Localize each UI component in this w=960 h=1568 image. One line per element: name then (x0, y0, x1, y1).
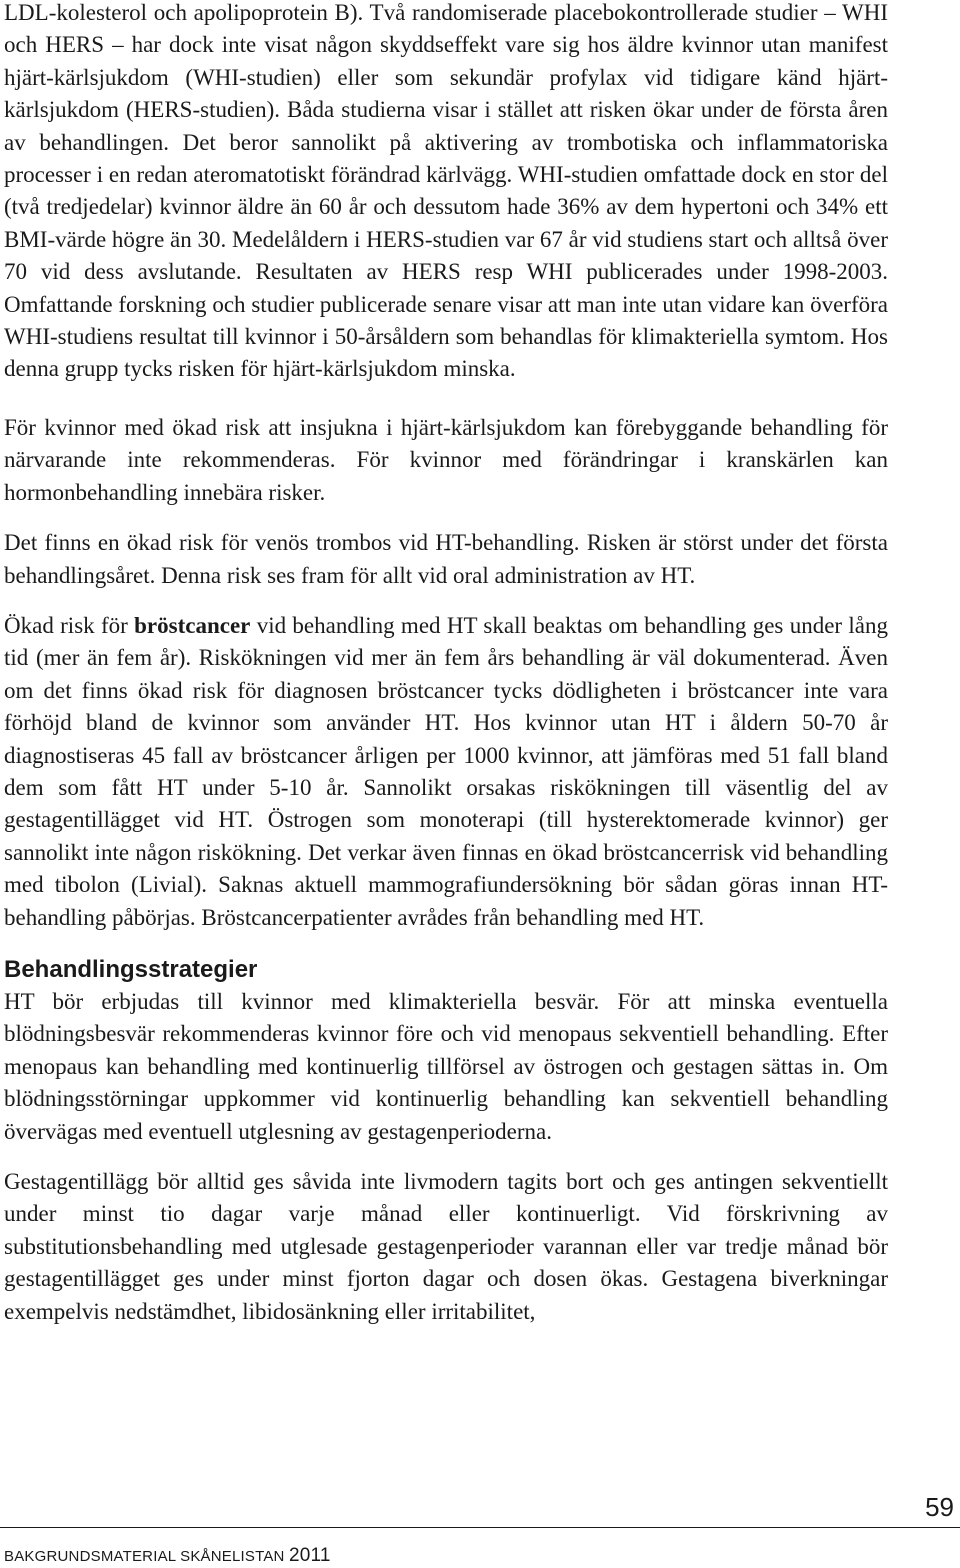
paragraph-venous-thrombosis: Det finns en ökad risk för venös trombos vid HT-behandling. Risken är störst under det första behandlingsåret. Denna risk ses fram för allt vid oral administration av HT. (4, 530, 888, 588)
section-heading: Behandlingsstrategier (4, 955, 258, 983)
paragraph-cardiovascular-studies: LDL-kolesterol och apolipoprotein B). Två randomiserade placebokontrollerade studier – WHI och HERS – har dock inte visat någon skyddseffekt vare sig hos äldre kvinnor utan manifest hjärt-kärlsjukdom (WHI-studien) eller som sekundär profylax vid tidigare känd hjärt-kärlsjukdom (HERS-studien). Båda studierna visar i stället att risken ökar under de första åren av behandlingen. Det beror sannolikt på aktivering av trombotiska och inflammatoriska processer i en redan ateromatotiskt förändrad kärlvägg. WHI-studien omfattade dock en stor del (två tredjedelar) kvinnor äldre än 60 år och dessutom hade 36% av dem hypertoni och 34% ett BMI-värde högre än 30. Medelåldern i HERS-studien var 67 år vid studiens start och alltså över 70 vid dess avslutande. Resultaten av HERS resp WHI publicerades under 1998-2003. Omfattande forskning och studier publicerade senare visar att man inte utan vidare kan överföra WHI-studiens resultat till kvinnor i 50-årsåldern som behandlas för klimakteriella symtom. Hos denna grupp tycks risken för hjärt-kärlsjukdom minska. (4, 0, 888, 382)
footer-publication: BAKGRUNDSMATERIAL SKÅNELISTAN (4, 1548, 285, 1565)
footer-label (4, 1546, 331, 1567)
breast-cancer-text: vid behandling med HT skall beaktas om behandling ges under lång tid (mer än fem år). Riskökningen vid mer än fem års behandling är väl dokumenterad. Även om det finns ökad risk för diagnosen bröstcancer tycks dödligheten i bröstcancer inte vara förhöjd bland de kvinnor som använder HT. Hos kvinnor utan HT i åldern 50-70 år diagnostiseras 45 fall av bröstcancer årligen per 1000 kvinnor, att jämföras med 51 fall bland dem som fått HT under 5-10 år. Sannolikt orsakas riskökningen till väsentlig del av gestagentillägget vid HT. Östrogen som monoterapi (till hysterektomerade kvinnor) ger sannolikt inte någon riskökning. Det verkar även finnas en ökad bröstcancerrisk vid behandling med tibolon (Livial). Saknas aktuell mammografiundersökning bör sådan göras innan HT-behandling påbörjas. Bröstcancerpatienter avrådes från behandling med HT. (4, 612, 888, 930)
paragraph-breast-cancer (4, 610, 888, 934)
footer-divider (0, 1527, 960, 1528)
footer-year: 2011 (288, 1545, 331, 1566)
paragraph-gestagen: Gestagentillägg bör alltid ges såvida inte livmodern tagits bort och ges antingen sekventiellt under minst tio dagar varje månad eller kontinuerligt. Vid förskrivning av substitutionsbehandling med utglesade gestagenperioder varannan eller var tredje månad bör gestagentillägget ges under minst fjorton dagar och dosen ökas. Gestagena biverkningar exempelvis nedstämdhet, libidosänkning eller irritabilitet, (4, 1169, 888, 1324)
breast-cancer-term: bröstcancer (134, 612, 251, 638)
page-number: 59 (925, 1492, 954, 1522)
document-body (4, 0, 888, 1328)
paragraph-cardiovascular-risk: För kvinnor med ökad risk att insjukna i hjärt-kärlsjukdom kan förebyggande behandling för närvarande inte rekommenderas. För kvinnor med förändringar i kranskärlen kan hormonbehandling innebära risker. (4, 414, 888, 505)
breast-cancer-lead: Ökad risk för (4, 612, 135, 638)
paragraph-treatment-strategy: HT bör erbjudas till kvinnor med klimakteriella besvär. För att minska eventuella blödningsbesvär rekommenderas kvinnor före och vid menopaus sekventiell behandling. Efter menopaus kan behandling med kontinuerlig tillförsel av östrogen och gestagen sättas in. Om blödningsstörningar uppkommer vid kontinuerlig behandling kan sekventiell behandling övervägas med eventuell utglesning av gestagenperioderna. (4, 988, 888, 1144)
